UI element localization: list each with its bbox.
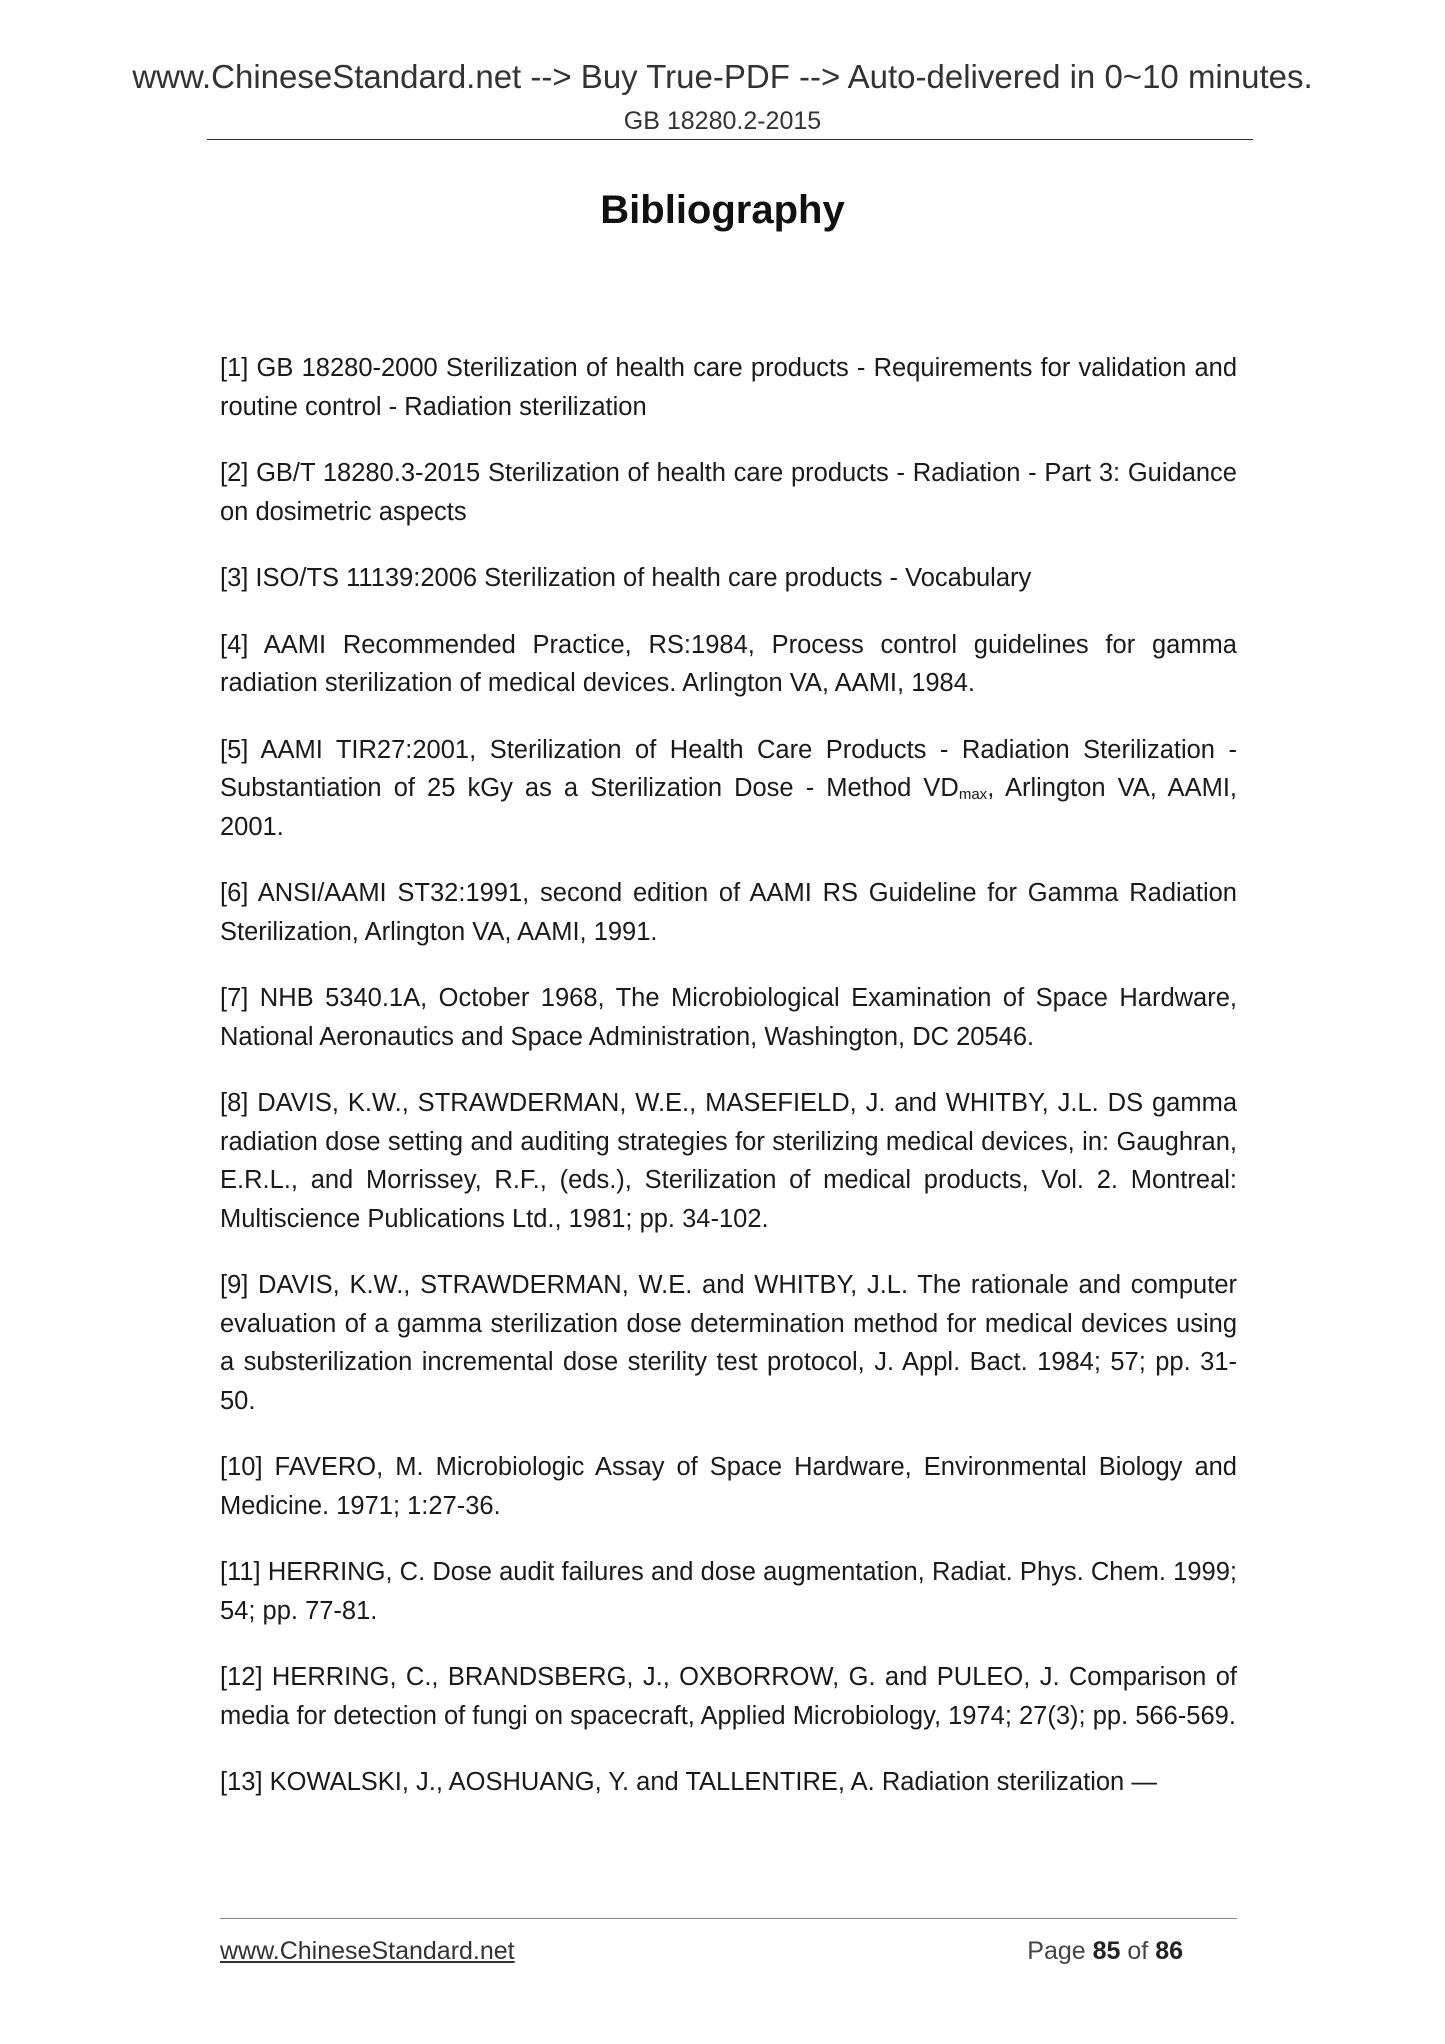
reference-5-subscript: max — [958, 786, 988, 803]
reference-item-1: [1] GB 18280-2000 Sterilization of health care products - Requirements for validation and routine control - Radiation sterilization — [220, 354, 1237, 421]
of-word: of — [1127, 1937, 1149, 1965]
reference-5-text: [5] AAMI TIR27:2001, Sterilization of Health Care Products - Radiation Sterilization - Substantiation of 25 kGy as a Sterilization Dose - Method VD — [220, 735, 1237, 802]
standard-code: GB 18280.2-2015 — [623, 107, 822, 135]
bibliography-list — [220, 349, 1237, 1830]
page-title: Bibliography — [600, 188, 845, 232]
reference-item-13: [13] KOWALSKI, J., AOSHUANG, Y. and TALLENTIRE, A. Radiation sterilization — — [220, 1768, 1157, 1796]
page-total: 86 — [1155, 1937, 1183, 1965]
reference-item-7: [7] NHB 5340.1A, October 1968, The Microbiological Examination of Space Hardware, National Aeronautics and Space Administration, Washington, DC 20546. — [220, 984, 1237, 1051]
reference-item-9: [9] DAVIS, K.W., STRAWDERMAN, W.E. and WHITBY, J.L. The rationale and computer evaluation of a gamma sterilization dose determination method for medical devices using a substerilization incremental dose sterility test protocol, J. Appl. Bact. 1984; 57; pp. 31-50. — [220, 1271, 1237, 1415]
reference-item-4: [4] AAMI Recommended Practice, RS:1984, Process control guidelines for gamma radiation sterilization of medical devices. Arlington VA, AAMI, 1984. — [220, 630, 1237, 697]
footer-divider — [220, 1918, 1237, 1919]
page-number — [1027, 1937, 1183, 1966]
reference-item-8: [8] DAVIS, K.W., STRAWDERMAN, W.E., MASEFIELD, J. and WHITBY, J.L. DS gamma radiation dose setting and auditing strategies for sterilizing medical devices, in: Gaughran, E.R.L., and Morrissey, R.F., (eds.), Sterilization of medical products, Vol. 2. Montreal: Multiscience Publications Ltd., 1981; pp. 34-102. — [220, 1089, 1237, 1233]
page-word: Page — [1027, 1937, 1086, 1965]
reference-item-3: [3] ISO/TS 11139:2006 Sterilization of health care products - Vocabulary — [220, 564, 1032, 592]
reference-item-11: [11] HERRING, C. Dose audit failures and dose augmentation, Radiat. Phys. Chem. 1999; 54; pp. 77-81. — [220, 1558, 1237, 1625]
page-current: 85 — [1092, 1937, 1121, 1965]
reference-5-text-end: , Arlington VA, AAMI, 2001. — [220, 774, 1237, 841]
header-banner[interactable]: www.ChineseStandard.net --> Buy True-PDF --> Auto-delivered in 0~10 minutes. — [132, 58, 1313, 95]
footer-site-link[interactable]: www.ChineseStandard.net — [220, 1937, 515, 1965]
header-divider — [207, 139, 1253, 140]
reference-item-12: [12] HERRING, C., BRANDSBERG, J., OXBORROW, G. and PULEO, J. Comparison of media for detection of fungi on spacecraft, Applied Microbiology, 1974; 27(3); pp. 566-569. — [220, 1663, 1237, 1730]
reference-item-10: [10] FAVERO, M. Microbiologic Assay of Space Hardware, Environmental Biology and Medicine. 1971; 1:27-36. — [220, 1453, 1237, 1520]
reference-item-5 — [220, 731, 1237, 847]
reference-item-6: [6] ANSI/AAMI ST32:1991, second edition of AAMI RS Guideline for Gamma Radiation Sterilization, Arlington VA, AAMI, 1991. — [220, 879, 1237, 946]
reference-item-2: [2] GB/T 18280.3-2015 Sterilization of health care products - Radiation - Part 3: Guidance on dosimetric aspects — [220, 459, 1237, 526]
